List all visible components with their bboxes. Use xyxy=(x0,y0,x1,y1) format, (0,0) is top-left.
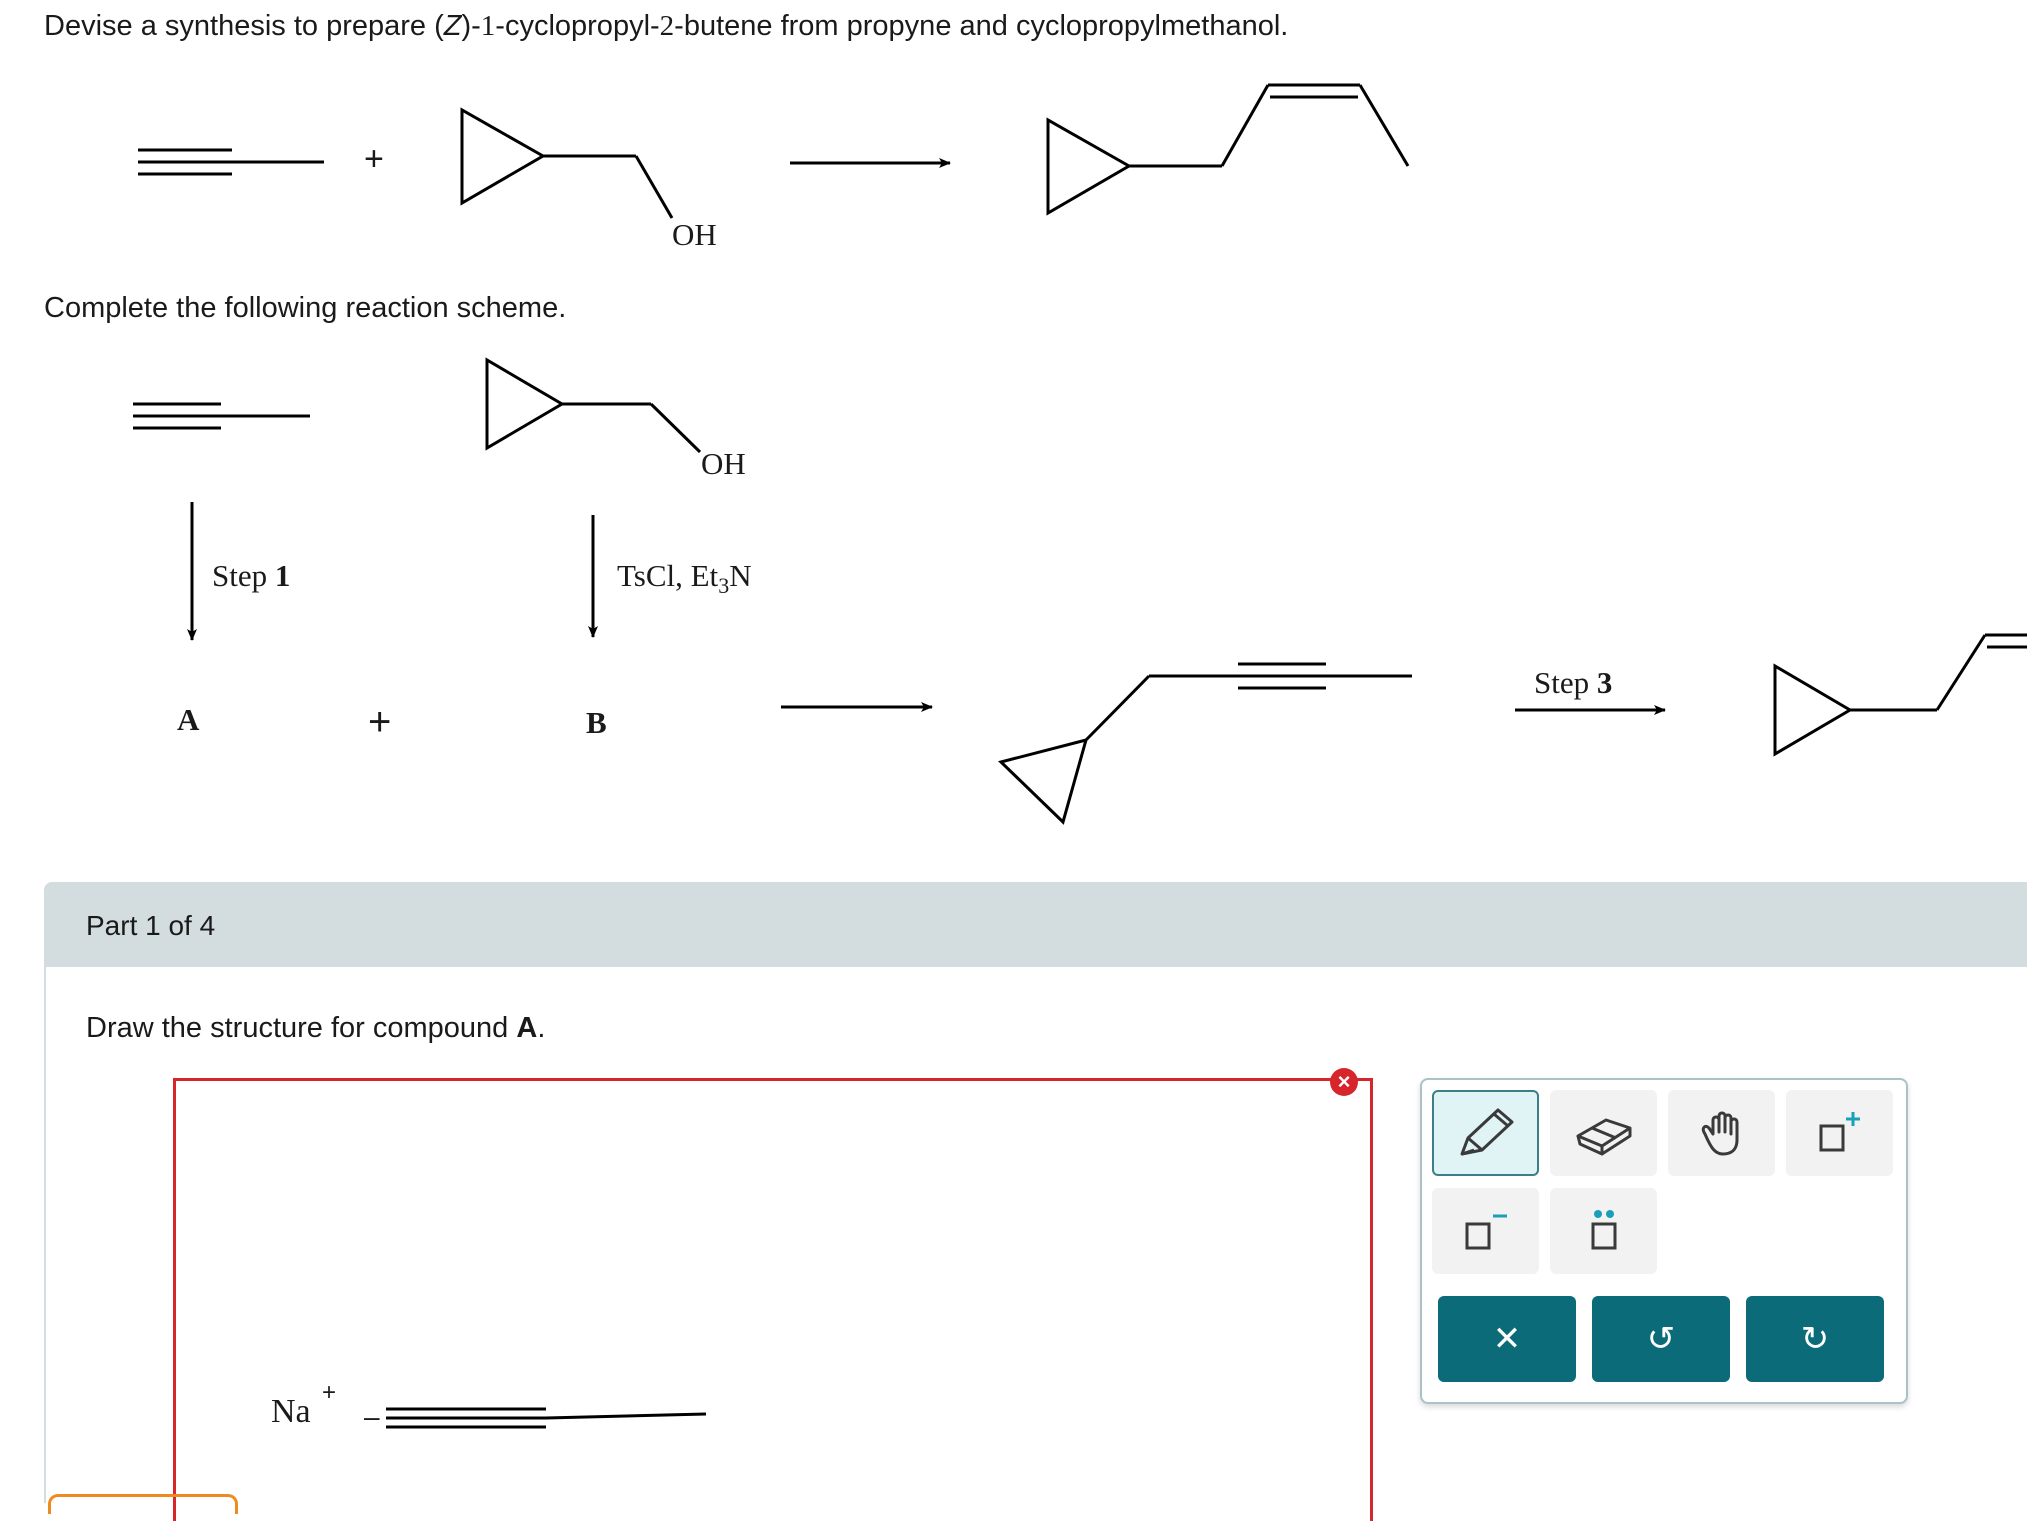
scheme-intro: Complete the following reaction scheme. xyxy=(44,292,567,324)
scheme-plus: + xyxy=(368,700,392,744)
step1-label: Step 1 xyxy=(212,558,291,593)
canvas-close-button[interactable]: × xyxy=(1330,1068,1358,1096)
charge-minus-icon xyxy=(1461,1206,1511,1256)
z-1-cyclopropyl-2-butene-structure xyxy=(1048,85,1408,213)
hand-icon xyxy=(1695,1108,1749,1158)
pencil-icon xyxy=(1454,1104,1518,1162)
clear-icon: ✕ xyxy=(1492,1320,1522,1358)
hand-tool-button[interactable] xyxy=(1668,1090,1775,1176)
part-header xyxy=(44,882,2027,967)
step3-label: Step 3 xyxy=(1534,665,1613,700)
scheme-oh-label: OH xyxy=(701,446,746,481)
charge-plus-tool-button[interactable] xyxy=(1786,1090,1893,1176)
compound-a-label: A xyxy=(177,702,200,737)
lone-pair-tool-button[interactable] xyxy=(1550,1188,1657,1274)
eraser-tool-button[interactable] xyxy=(1550,1090,1657,1176)
scheme-cyclopropylmethanol-structure xyxy=(487,360,700,452)
charge-minus-tool-button[interactable] xyxy=(1432,1188,1539,1274)
drawing-canvas[interactable] xyxy=(173,1078,1373,1521)
undo-icon: ↺ xyxy=(1646,1320,1676,1358)
eraser-icon xyxy=(1572,1108,1636,1158)
redo-button[interactable] xyxy=(1746,1296,1884,1382)
redo-icon: ↻ xyxy=(1800,1320,1830,1358)
drawing-toolbox xyxy=(1420,1078,1908,1404)
intermediate-alkyne-structure xyxy=(1001,664,1412,822)
clear-button[interactable] xyxy=(1438,1296,1576,1382)
pencil-tool-button[interactable] xyxy=(1432,1090,1539,1176)
part-prompt: Draw the structure for compound A. xyxy=(86,1012,546,1044)
charge-plus-icon xyxy=(1815,1108,1865,1158)
scheme-propyne-structure xyxy=(133,404,310,428)
overview-plus: + xyxy=(364,140,384,178)
check-button[interactable] xyxy=(48,1494,238,1514)
part-label: Part 1 of 4 xyxy=(86,910,216,941)
propynide-structure[interactable] xyxy=(386,1401,716,1441)
undo-button[interactable] xyxy=(1592,1296,1730,1382)
cyclopropylmethanol-structure xyxy=(462,110,672,218)
scheme-product-structure xyxy=(1775,635,2027,754)
overview-oh-label: OH xyxy=(672,217,717,252)
lone-pair-icon xyxy=(1579,1206,1629,1256)
question-text: Devise a synthesis to prepare (Z)-1-cyclopropyl-2-butene from propyne and cyclopropylmethanol. xyxy=(44,10,1289,42)
anion-charge: – xyxy=(364,1401,380,1432)
cation-charge: + xyxy=(322,1379,337,1406)
propyne-structure xyxy=(138,150,324,174)
sodium-cation-label[interactable]: Na xyxy=(271,1393,311,1430)
compound-b-label: B xyxy=(586,705,607,740)
reagents-label: TsCl, $Et_3N$ xyxy=(617,558,752,599)
